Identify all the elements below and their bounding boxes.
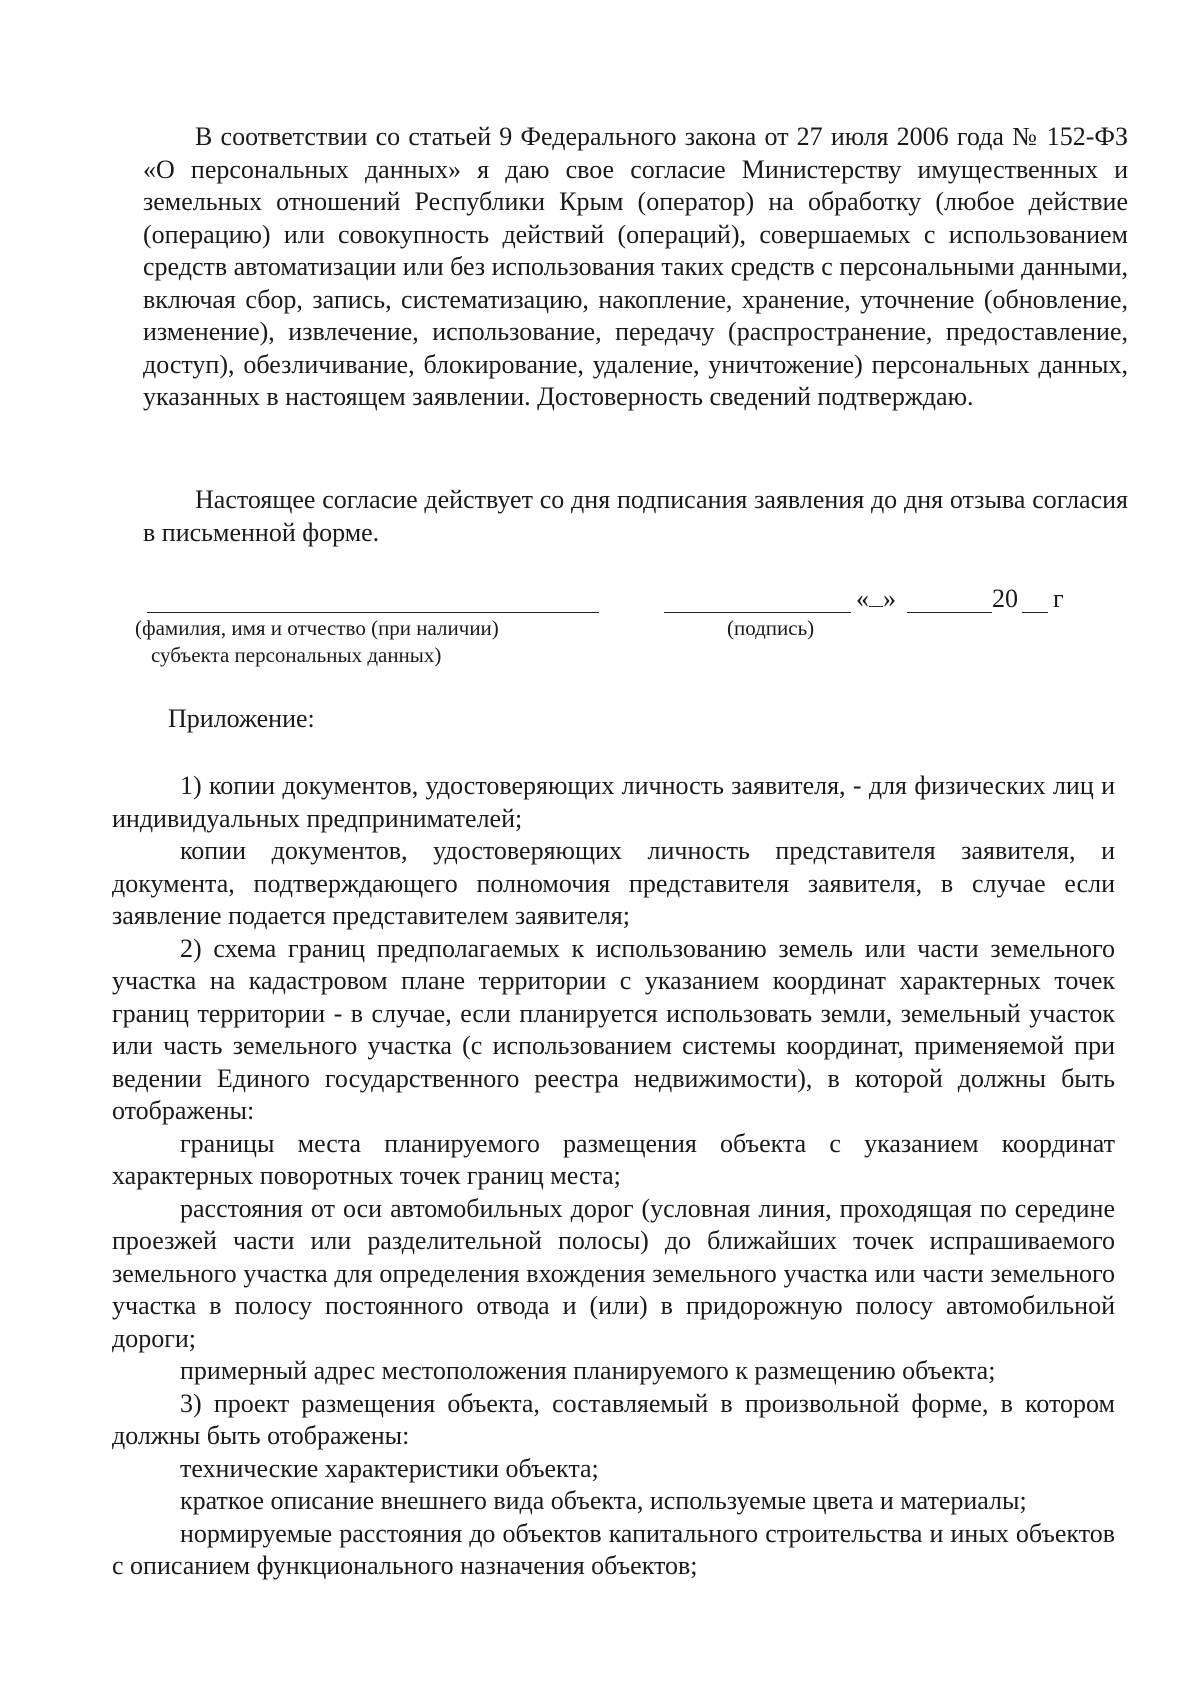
date-close-quote: » xyxy=(883,584,896,613)
consent-section xyxy=(143,121,1128,414)
attachments-heading: Приложение: xyxy=(168,704,315,733)
name-caption-line2: субъекта персональных данных) xyxy=(151,643,442,667)
attachment-item: расстояния от оси автомобильных дорог (условная линия, проходящая по середине проезжей части или разделительной полосы) до ближайших точек испрашиваемого земельного участка для определения вхождения земельного участка или части земельного участка в полосу постоянного отвода и (или) в придорожную полосу автомобильной дороги; xyxy=(112,1193,1115,1353)
attachment-item: технические характеристики объекта; xyxy=(180,1453,599,1483)
attachment-item: примерный адрес местоположения планируемого к размещению объекта; xyxy=(180,1356,996,1385)
year-line xyxy=(1022,612,1048,613)
name-caption-line1: (фамилия, имя и отчество (при наличии) xyxy=(135,616,499,640)
validity-paragraph: Настоящее согласие действует со дня подписания заявления до дня отзыва согласия в письменной форме. xyxy=(143,485,1128,547)
validity-section xyxy=(143,484,1128,549)
attachment-item: 2) схема границ предполагаемых к использованию земель или части земельного участка на кадастровом плане территории с указанием координат характерных точек границ территории - в случае, если планируется использовать земли, земельный участок или часть земельного участка (с использованием системы координат, применяемой при ведении Единого государственного реестра недвижимости), в которой должны быть отображены: xyxy=(112,933,1115,1125)
attachment-item: краткое описание внешнего вида объекта, используемые цвета и материалы; xyxy=(180,1486,1027,1515)
attachment-item: 3) проект размещения объекта, составляемый в произвольной форме, в котором должны быть отображены: xyxy=(112,1388,1115,1450)
name-line xyxy=(147,612,599,613)
date-field xyxy=(856,584,896,614)
attachments-list xyxy=(112,770,1115,1583)
signature-caption: (подпись) xyxy=(727,616,815,640)
signature-line xyxy=(664,612,851,613)
consent-paragraph: В соответствии со статьей 9 Федерального закона от 27 июля 2006 года № 152-ФЗ «О персональных данных» я даю свое согласие Министерству имущественных и земельных отношений Республики Крым (оператор) на обработку (любое действие (операцию) или совокупность действий (операций), совершаемых с использованием средств автоматизации или без использования таких средств с персональными данными, включая сбор, запись, систематизацию, накопление, хранение, уточнение (обновление, изменение), извлечение, использование, передачу (распространение, предоставление, доступ), обезличивание, блокирование, удаление, уничтожение) персональных данных, указанных в настоящем заявлении. Достоверность сведений подтверждаю. xyxy=(143,122,1129,411)
month-line xyxy=(907,612,992,613)
date-open-quote: « xyxy=(856,584,869,613)
date-year-prefix: 20 xyxy=(992,584,1018,613)
date-year-suffix-wrap xyxy=(1053,584,1064,614)
date-year-suffix: г xyxy=(1053,584,1064,613)
date-year xyxy=(992,584,1018,614)
attachment-item: границы места планируемого размещения объекта с указанием координат характерных поворотных точек границ места; xyxy=(112,1128,1115,1190)
attachment-item: нормируемые расстояния до объектов капитального строительства и иных объектов с описанием функционального назначения объектов; xyxy=(112,1518,1115,1580)
attachment-item: 1) копии документов, удостоверяющих личность заявителя, - для физических лиц и индивидуальных предпринимателей; xyxy=(112,771,1115,833)
attachment-item: копии документов, удостоверяющих личность представителя заявителя, и документа, подтверждающего полномочия представителя заявителя, в случае если заявление подается представителем заявителя; xyxy=(112,836,1115,930)
day-blank xyxy=(869,584,883,607)
